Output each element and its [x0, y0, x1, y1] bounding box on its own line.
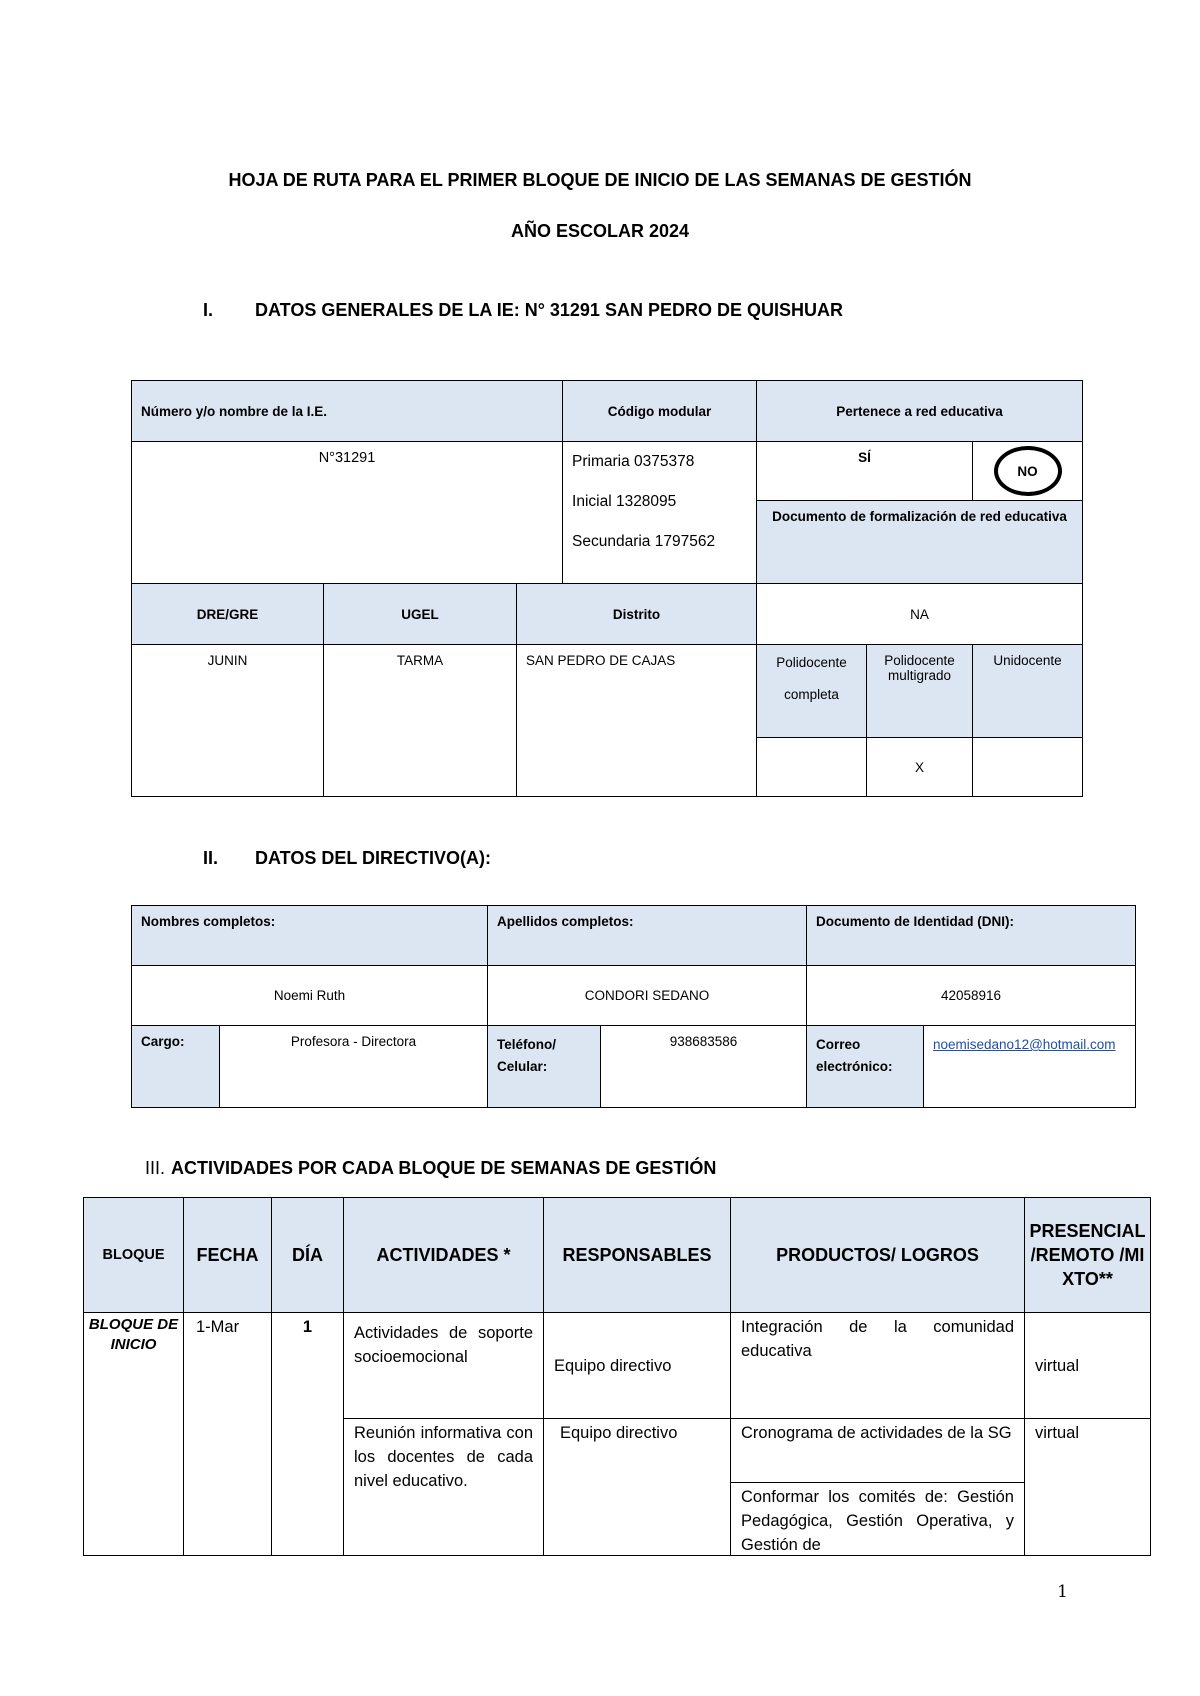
- col-header-day: DÍA: [272, 1198, 344, 1313]
- email-label: Correo electrónico:: [807, 1026, 924, 1108]
- uni-label: Unidocente: [973, 645, 1083, 738]
- section-1-number: I.: [203, 300, 214, 320]
- poly-complete-value: [757, 738, 867, 797]
- section-2-title: DATOS DEL DIRECTIVO(A):: [255, 848, 492, 868]
- ie-name-label: Número y/o nombre de la I.E.: [132, 381, 563, 442]
- section-3-number: III.: [145, 1158, 166, 1178]
- uni-value: [973, 738, 1083, 797]
- director-data-table: [131, 905, 1136, 1108]
- col-header-responsible: RESPONSABLES: [544, 1198, 731, 1313]
- code-secondary: Secundaria 1797562: [572, 533, 716, 550]
- network-yes-option: SÍ: [757, 442, 973, 501]
- network-label: Pertenece a red educativa: [757, 381, 1083, 442]
- dre-label: DRE/GRE: [132, 584, 324, 645]
- formal-doc-value: NA: [757, 584, 1083, 645]
- activity-date: 1-Mar: [184, 1313, 272, 1556]
- product-3-text: Conformar los comités de: Gestión Pedagógica, Gestión Operativa, y Gestión de: [741, 1488, 1014, 1553]
- surnames-label: Apellidos completos:: [488, 906, 807, 966]
- responsible-2: Equipo directivo: [544, 1419, 731, 1556]
- position-value: Profesora - Directora: [220, 1026, 488, 1108]
- product-1: Integración de la comunidad educativa: [731, 1313, 1025, 1419]
- section-1-title: DATOS GENERALES DE LA IE: N° 31291 SAN PEDRO DE QUISHUAR: [255, 300, 843, 320]
- col-header-mode: PRESENCIAL /REMOTO /MIXTO**: [1025, 1198, 1151, 1313]
- modular-code-label: Código modular: [563, 381, 757, 442]
- activity-2: Reunión informativa con los docentes de cada nivel educativo.: [344, 1419, 544, 1556]
- poly-complete-label-line1: Polidocente: [776, 655, 847, 670]
- district-label: Distrito: [517, 584, 757, 645]
- block-name: BLOQUE DE INICIO: [84, 1313, 184, 1556]
- position-label: Cargo:: [132, 1026, 220, 1108]
- ie-general-data-table: [131, 380, 1083, 797]
- network-no-option: [973, 442, 1083, 501]
- phone-label: Teléfono/ Celular:: [488, 1026, 601, 1108]
- col-header-activities: ACTIVIDADES *: [344, 1198, 544, 1313]
- page-number: 1: [1057, 1582, 1068, 1602]
- district-value: SAN PEDRO DE CAJAS: [517, 645, 757, 797]
- mode-2: virtual: [1025, 1419, 1151, 1556]
- activity-1: Actividades de soporte socioemocional: [344, 1313, 544, 1419]
- col-header-block: BLOQUE: [84, 1198, 184, 1313]
- network-no-label: NO: [1017, 463, 1038, 479]
- school-year: AÑO ESCOLAR 2024: [510, 221, 690, 241]
- code-initial: Inicial 1328095: [572, 493, 677, 510]
- mode-1: virtual: [1025, 1313, 1151, 1419]
- code-primary: Primaria 0375378: [572, 453, 695, 470]
- phone-value: 938683586: [601, 1026, 807, 1108]
- section-1-heading: [203, 300, 843, 321]
- poly-complete-label-line2: completa: [784, 687, 839, 702]
- ugel-value: TARMA: [324, 645, 517, 797]
- names-label: Nombres completos:: [132, 906, 488, 966]
- document-title: HOJA DE RUTA PARA EL PRIMER BLOQUE DE INICIO DE LAS SEMANAS DE GESTIÓN: [228, 170, 972, 190]
- product-2: Cronograma de actividades de la SG: [731, 1419, 1025, 1483]
- poly-complete-label: [757, 645, 867, 738]
- ie-name-value: N°31291: [132, 442, 563, 584]
- dni-value: 42058916: [807, 966, 1136, 1026]
- dni-label: Documento de Identidad (DNI):: [807, 906, 1136, 966]
- modular-code-values: [563, 442, 757, 584]
- poly-multi-value: X: [867, 738, 973, 797]
- names-value: Noemi Ruth: [132, 966, 488, 1026]
- section-2-number: II.: [203, 848, 219, 868]
- poly-multi-label: Polidocente multigrado: [867, 645, 973, 738]
- activities-table: [83, 1197, 1151, 1556]
- section-3-title: ACTIVIDADES POR CADA BLOQUE DE SEMANAS DE GESTIÓN: [171, 1158, 717, 1178]
- surnames-value: CONDORI SEDANO: [488, 966, 807, 1026]
- dre-value: JUNIN: [132, 645, 324, 797]
- formal-doc-label: Documento de formalización de red educativa: [757, 501, 1083, 584]
- email-link[interactable]: noemisedano12@hotmail.com: [933, 1037, 1116, 1052]
- ugel-label: UGEL: [324, 584, 517, 645]
- responsible-1: Equipo directivo: [544, 1313, 731, 1419]
- selected-circle-mark: [994, 446, 1062, 496]
- product-3: [731, 1483, 1025, 1556]
- section-3-heading: [145, 1158, 716, 1179]
- col-header-date: FECHA: [184, 1198, 272, 1313]
- email-value[interactable]: [924, 1026, 1136, 1108]
- section-2-heading: [203, 848, 491, 869]
- activity-day: 1: [272, 1313, 344, 1556]
- col-header-products: PRODUCTOS/ LOGROS: [731, 1198, 1025, 1313]
